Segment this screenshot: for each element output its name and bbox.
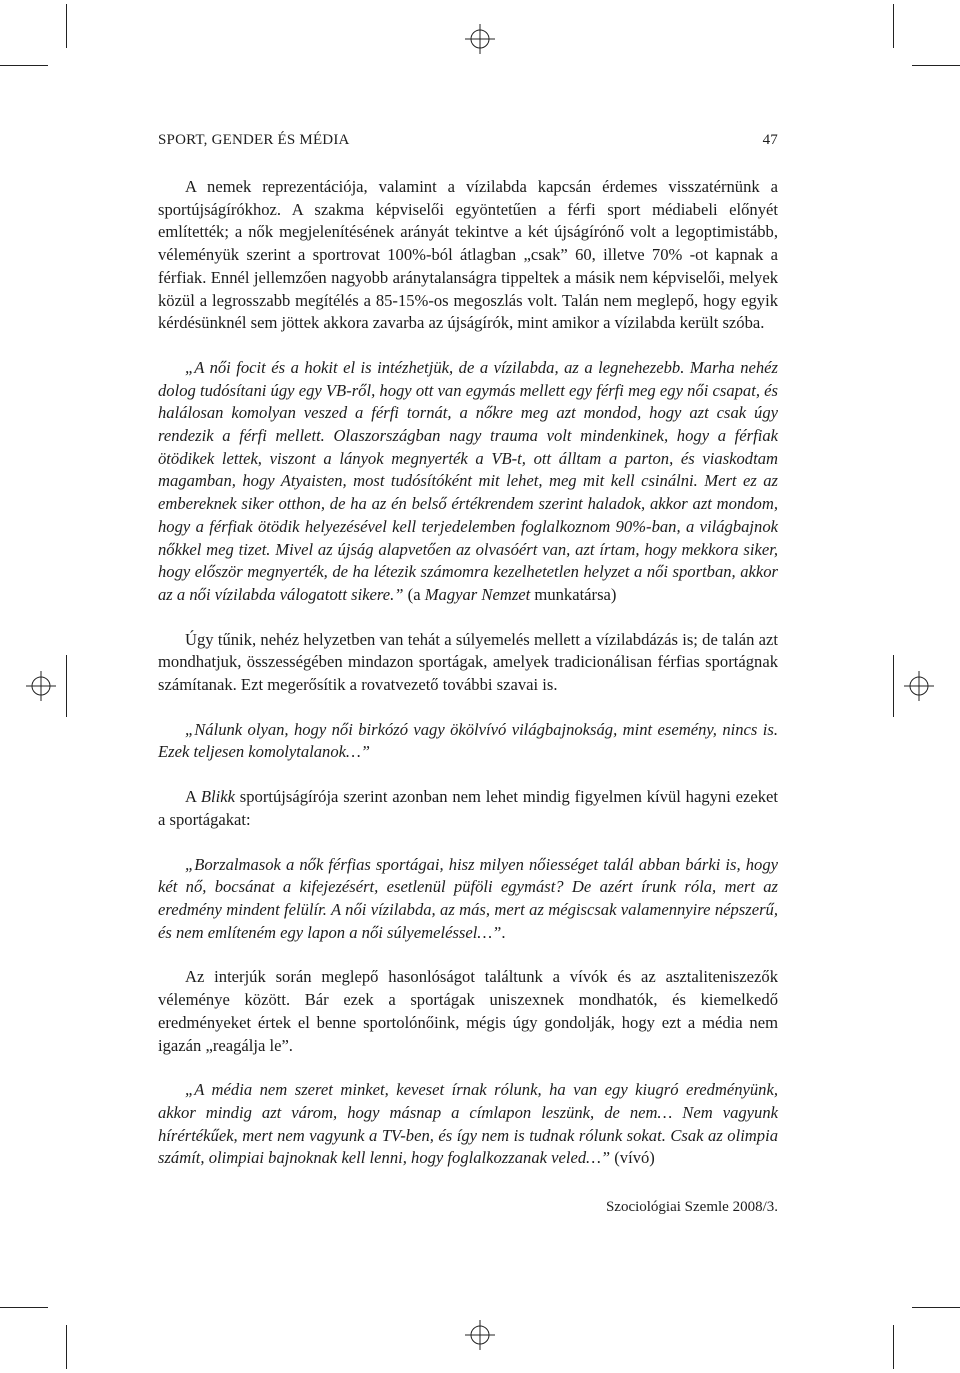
quote-blikk-text: „Borzalmasok a nők férfias sportágai, hisz milyen nőiességet talál abban bárki is, hogy két nő, bocsánat a kifejezésért, esetlenül püföli egymást? De azért írunk róla, mert az eredmény mindent felülír. A női vízilabda, az más, mert az mégiscsak valamennyire népszerű, és nem említeném egy lapon a női súlyemeléssel…” xyxy=(158,854,778,942)
quote-attribution-open: (a xyxy=(407,584,425,604)
registration-mark-bottom-icon xyxy=(465,1320,495,1350)
crop-mark-bottom-left-h xyxy=(0,1307,48,1308)
journal-footer: Szociológiai Szemle 2008/3. xyxy=(605,1199,778,1215)
crop-mark-top-left-h xyxy=(0,65,48,66)
quote-attribution-close: munkatársa) xyxy=(530,584,617,604)
quote-blikk-tail: . xyxy=(501,922,506,942)
body-text xyxy=(158,176,778,1170)
quote-rovatvezeto: „Nálunk olyan, hogy női birkózó vagy ökölvívó világbajnokság, mint esemény, nincs is. Ezek teljesen komolytalanok…” xyxy=(158,719,778,762)
quote-attribution-publication: Magyar Nemzet xyxy=(424,584,531,604)
running-head xyxy=(158,132,778,149)
paragraph-fencers: Az interjúk során meglepő hasonlóságot találtunk a vívók és az asztaliteniszezők véleménye között. Bár ezek a sportágak uniszexnek mondhatók, és kiemelkedő eredményeket értek el benne sportolónőink, mégis úgy gondolják, hogy ezt a média nem igazán „reagálja le”. xyxy=(158,967,778,1055)
crop-mark-bottom-right-v xyxy=(893,1325,894,1369)
paragraph-blikk-pre: A xyxy=(185,787,201,807)
paragraph-blikk-publication: Blikk xyxy=(200,787,235,807)
quote-fencer xyxy=(158,1079,778,1170)
quote-fencer-attribution: (vívó) xyxy=(610,1148,655,1168)
side-mark-left-v xyxy=(66,655,67,717)
registration-mark-top-icon xyxy=(465,24,495,54)
side-mark-right-v xyxy=(893,655,894,717)
quote-fencer-text: „A média nem szeret minket, keveset írnak rólunk, ha van egy kiugró eredményünk, akkor mindig azt várom, hogy másnap a címlapon leszünk, de nem… Nem vagyunk hírértékűek, mert nem vagyunk a TV-ben, és így nem is tudnak rólunk sokat. Csak az olimpia számít, olimpiai bajnoknak kell lenni, hogy foglalkozzanak veled…” xyxy=(158,1080,778,1168)
quote-text: „A női focit és a hokit el is intézhetjük, de a vízilabda, az a legnehezebb. Marha nehéz dolog tudósítani úgy egy VB-ről, hogy ott van egymás mellett egy férfi meg egy női csapat, és halálosan komolyan veszed a férfi tornát, a nőkre meg azt mondod, hogy azt csak úgy rendezik a férfi mellett. Olaszországban nagy trauma volt mindenkinek, hogy a férfiak ötödikek lettek, viszont a lányok megnyerték a VB-t, ott álltam a parton, és viaskodtam magamban, hogy Atyaisten, most tudósítóként mit lehet, meg mit kell csinálni. Mert ez az embereknek siker otthon, de ha az én belső értékrendem szerint haladok, akkor azt mondom, hogy a férfiak ötödik helyezésével kell terjedelemben foglalkoznom 90%-ban, a világbajnok nőkkel meg tizet. Mivel az újság alapvetően az olvasóért van, azt írtam, hogy mekkora siker, hogy először megnyerték, de ha létezik számomra kezelhetetlen helyzet a női sportban, akkor az a női vízilabda válogatott sikere.” xyxy=(158,357,778,604)
crop-mark-top-left-v xyxy=(66,4,67,48)
crop-mark-top-right-v xyxy=(893,4,894,48)
quote-blikk xyxy=(158,854,778,945)
crop-mark-bottom-left-v xyxy=(66,1325,67,1369)
quote-magyar-nemzet xyxy=(158,357,778,607)
running-head-title: SPORT, GENDER ÉS MÉDIA xyxy=(158,132,350,148)
paragraph-blikk-post: sportújságírója szerint azonban nem lehet mindig figyelmen kívül hagyni ezeket a sportágakat: xyxy=(158,787,779,829)
crop-mark-bottom-right-h xyxy=(912,1307,960,1308)
registration-mark-left-icon xyxy=(26,671,56,701)
paragraph-weightlifting: Úgy tűnik, nehéz helyzetben van tehát a súlyemelés mellett a vízilabdázás is; de talán azt mondhatjuk, összességében mindazon sportágak, amelyek tradicionálisan férfias sportágnak számítanak. Ezt megerősítik a rovatvezető további szavai is. xyxy=(158,629,778,695)
registration-mark-right-icon xyxy=(904,671,934,701)
paragraph-blikk xyxy=(158,786,778,831)
crop-mark-top-right-h xyxy=(912,65,960,66)
page-number: 47 xyxy=(762,132,778,148)
paragraph-intro: A nemek reprezentációja, valamint a vízilabda kapcsán érdemes visszatérnünk a sportújságírókhoz. A szakma képviselői egyöntetűen a férfi sport médiabeli előnyét említették; a nők megjelenítésének arányát tekintve a két újságírónő volt a legoptimistább, véleményük szerint a sportrovat 100%-ból átlagban „csak” 60, illetve 70% -ot kapnak a férfiak. Ennél jellemzően nagyobb aránytalanságra tippeltek a másik nem képviselői, melyek közül a legrosszabb megítélés a 85-15%-os megoszlás volt. Talán nem meglepő, hogy egyik kérdésünknél sem jöttek akkora zavarba az újságírók, mint amikor a vízilabda került szóba. xyxy=(158,177,778,333)
